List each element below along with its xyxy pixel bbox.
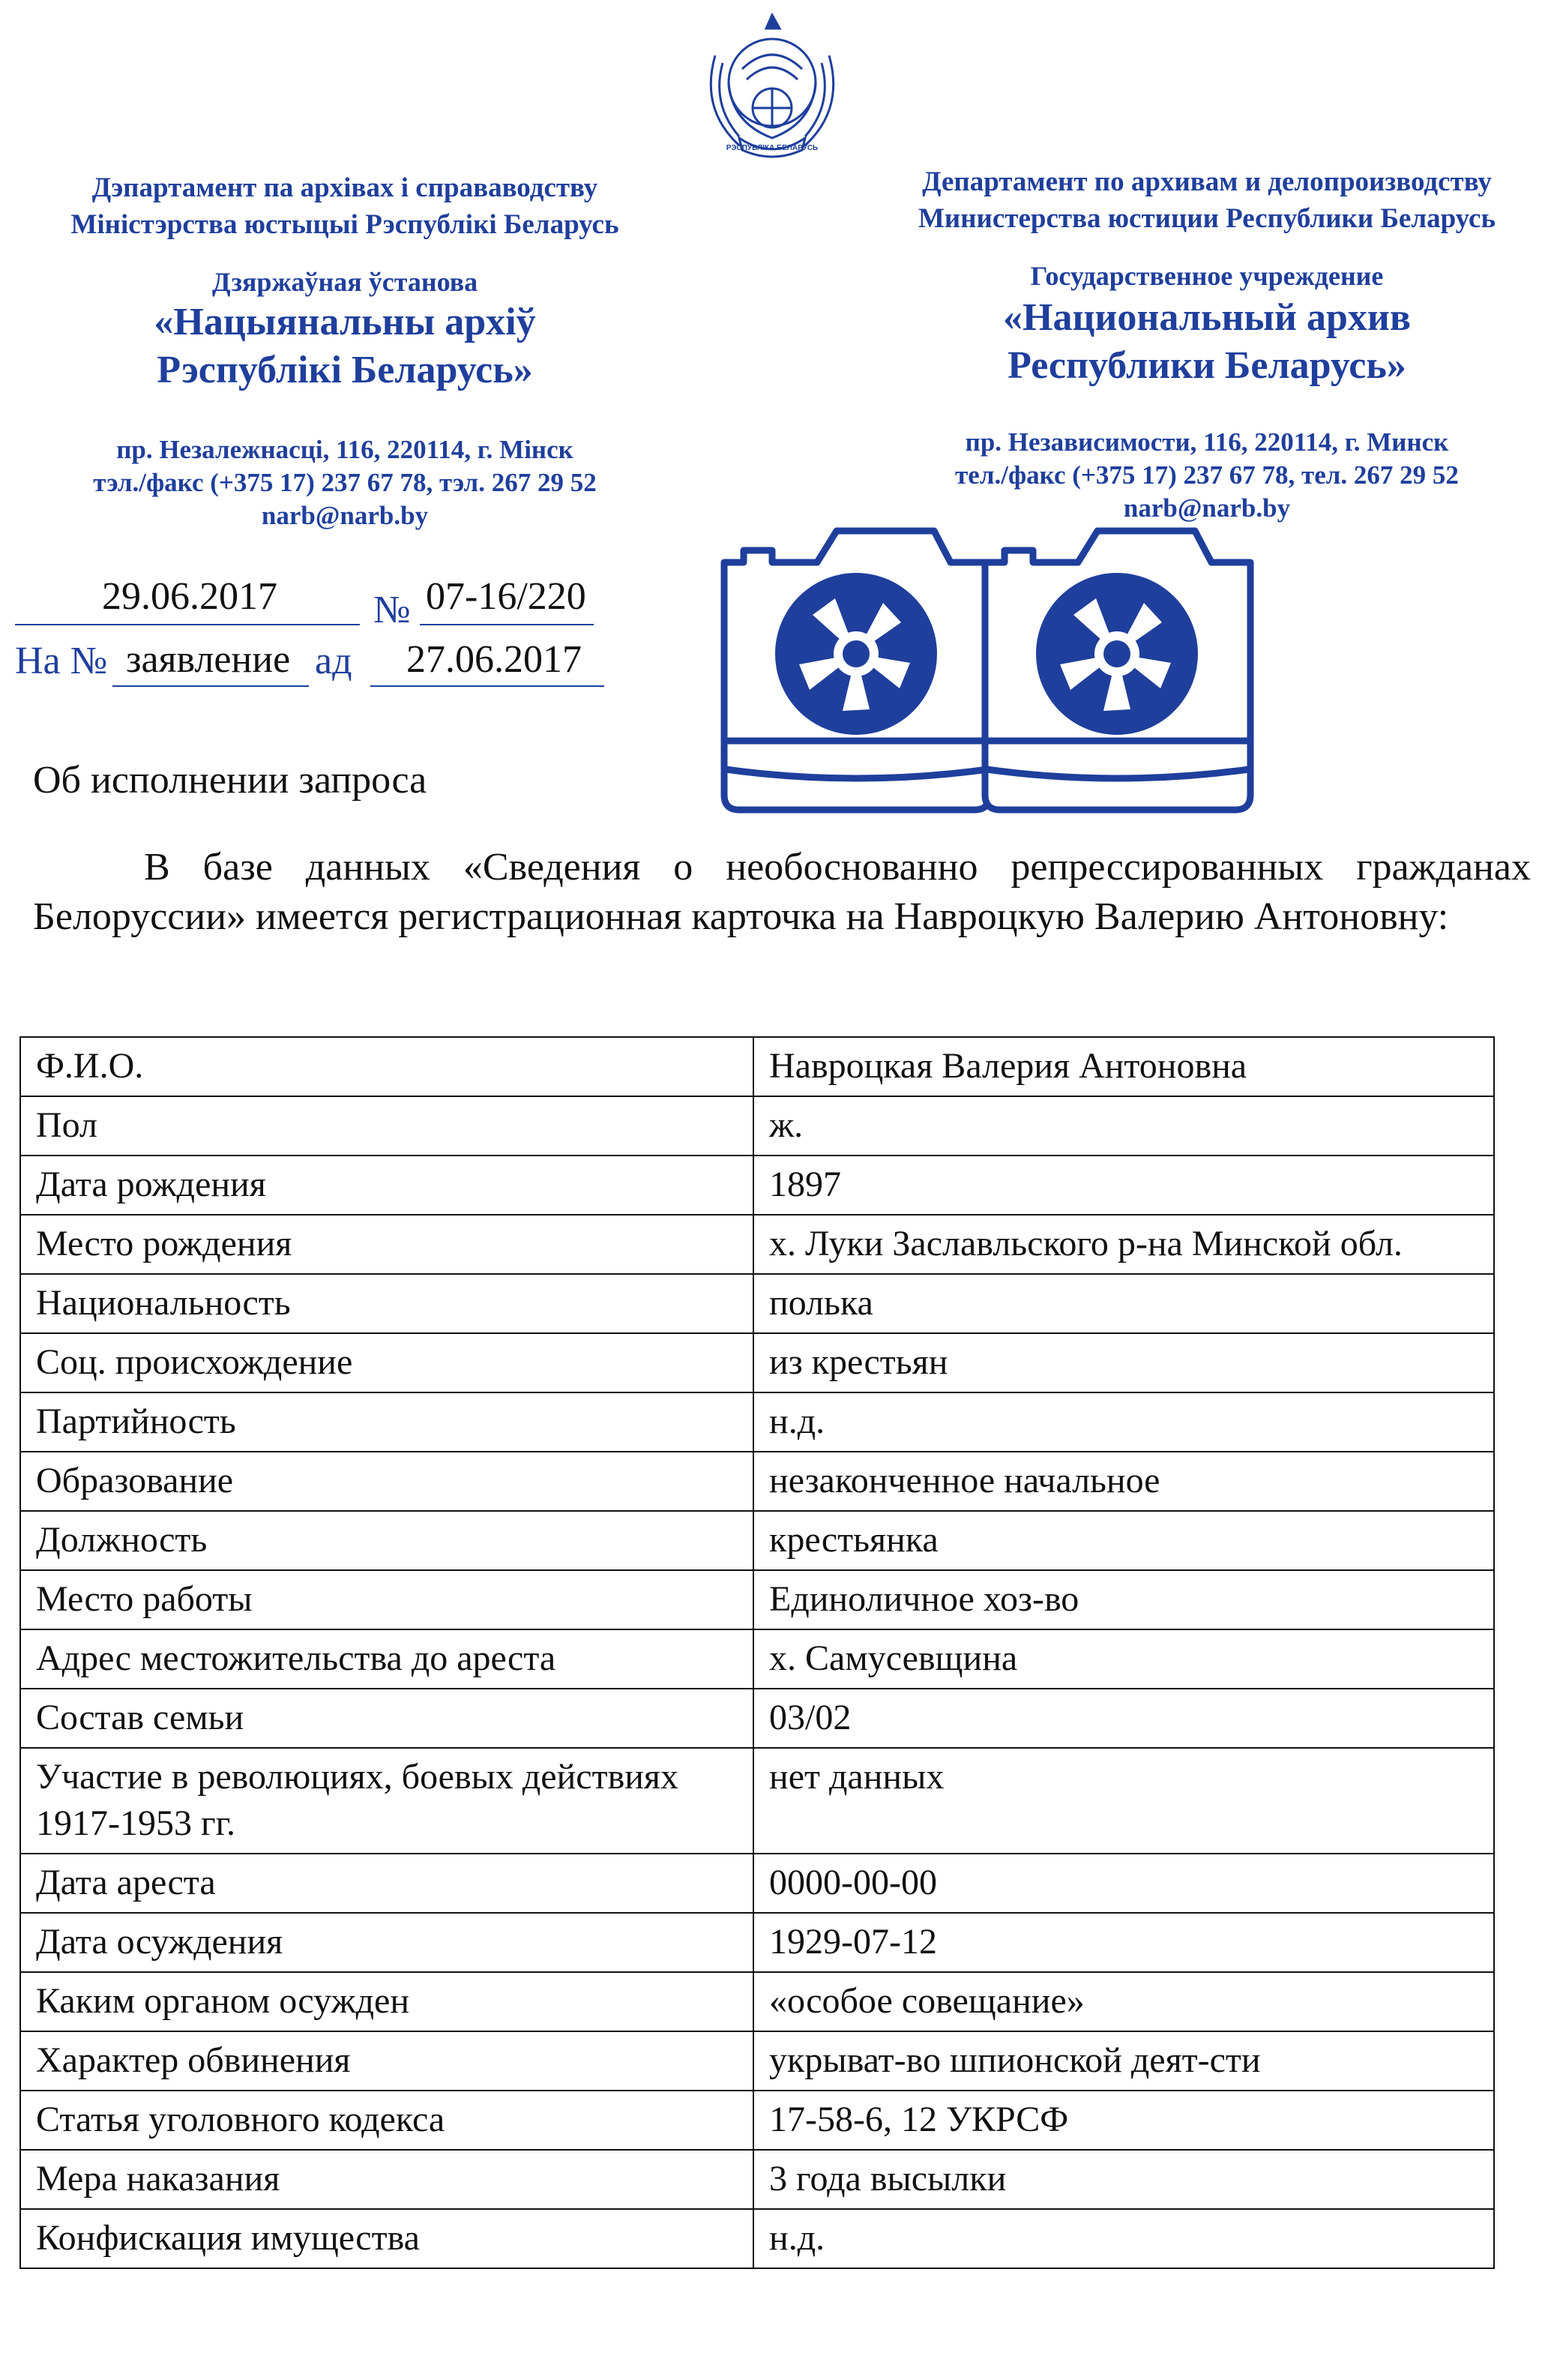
dept-right-line2: Министерства юстиции Республики Беларусь xyxy=(918,203,1496,234)
dept-left-line2: Міністэрства юстыцыі Рэспублікі Беларусь xyxy=(70,209,619,240)
field-label: Характер обвинения xyxy=(20,2031,753,2091)
registration-card-table xyxy=(19,1036,1495,2269)
email-right: narb@narb.by xyxy=(1123,493,1291,523)
address-left xyxy=(15,433,675,532)
registration-card-body xyxy=(20,1037,1494,2268)
ref-on-label: На № xyxy=(15,640,108,682)
dept-right-line1: Департамент по архивам и делопроизводству xyxy=(922,166,1492,197)
field-value: 1897 xyxy=(753,1156,1494,1215)
ref-date: 29.06.2017 xyxy=(102,575,277,618)
table-row xyxy=(20,2150,1494,2209)
table-row xyxy=(20,1972,1494,2031)
archive-name-right xyxy=(870,294,1544,390)
field-value: 3 года высылки xyxy=(753,2150,1494,2209)
field-label: Национальность xyxy=(20,1274,753,1333)
archive-name-left xyxy=(15,298,675,394)
ref-number: 07-16/220 xyxy=(426,575,586,618)
letter-subject: Об исполнении запроса xyxy=(33,759,427,802)
field-value: х. Самусевщина xyxy=(753,1629,1494,1689)
field-value: нет данных xyxy=(753,1748,1494,1854)
table-row xyxy=(20,2209,1494,2268)
inst-type-right: Государственное учреждение xyxy=(1030,261,1384,291)
archive-left-line2: Рэспублікі Беларусь» xyxy=(157,349,533,391)
field-value: Единоличное хоз-во xyxy=(753,1570,1494,1629)
field-label: Статья уголовного кодекса xyxy=(20,2091,753,2150)
field-label: Дата осуждения xyxy=(20,1913,753,1972)
field-label: Партийность xyxy=(20,1392,753,1452)
table-row xyxy=(20,1392,1494,1452)
camera-aperture-watermark-icon xyxy=(690,525,1274,817)
field-label: Образование xyxy=(20,1452,753,1511)
field-value: 03/02 xyxy=(753,1689,1494,1748)
table-row xyxy=(20,1215,1494,1274)
ref-on-line xyxy=(112,685,309,687)
letter-paragraph: В базе данных «Сведения о необоснованно репрессированных гражданах Белоруссии» имеется регистрационная карточка на Навроцкую Валерию Антоновну: xyxy=(33,846,1531,938)
table-row xyxy=(20,1096,1494,1156)
field-label: Дата ареста xyxy=(20,1854,753,1913)
table-row xyxy=(20,1629,1494,1689)
ref-number-label: № xyxy=(373,589,411,631)
table-row xyxy=(20,1511,1494,1570)
field-value: Навроцкая Валерия Антоновна xyxy=(753,1037,1494,1096)
field-value: незаконченное начальное xyxy=(753,1452,1494,1511)
field-label: Конфискация имущества xyxy=(20,2209,753,2268)
table-row xyxy=(20,1570,1494,1629)
field-value: полька xyxy=(753,1274,1494,1333)
address-right xyxy=(870,426,1544,525)
table-row xyxy=(20,1854,1494,1913)
field-value: 0000-00-00 xyxy=(753,1854,1494,1913)
ref-from-date: 27.06.2017 xyxy=(406,638,582,681)
archive-right-line1: «Национальный архив xyxy=(1003,296,1411,339)
field-label: Каким органом осужден xyxy=(20,1972,753,2031)
field-label: Состав семьи xyxy=(20,1689,753,1748)
table-row xyxy=(20,1748,1494,1854)
field-value: из крестьян xyxy=(753,1333,1494,1392)
table-row xyxy=(20,1913,1494,1972)
field-label: Дата рождения xyxy=(20,1156,753,1215)
table-row xyxy=(20,1156,1494,1215)
dept-left xyxy=(15,169,675,243)
field-label: Пол xyxy=(20,1096,753,1156)
address-right-line2: тел./факс (+375 17) 237 67 78, тел. 267 29 52 xyxy=(955,460,1459,490)
field-value: 1929-07-12 xyxy=(753,1913,1494,1972)
address-left-line2: тэл./факс (+375 17) 237 67 78, тэл. 267 29 52 xyxy=(93,468,597,497)
emblem-ribbon: РЭСПУБЛIКА БЕЛАРУСЬ xyxy=(726,144,819,152)
dept-left-line1: Дэпартамент па архівах і справаводству xyxy=(91,172,598,203)
field-label: Соц. происхождение xyxy=(20,1333,753,1392)
ref-on-value: заявление xyxy=(126,638,291,681)
email-left: narb@narb.by xyxy=(261,501,429,530)
table-row xyxy=(20,1274,1494,1333)
ref-number-line xyxy=(420,624,594,625)
table-row xyxy=(20,1452,1494,1511)
table-row xyxy=(20,1333,1494,1392)
field-value: 17-58-6, 12 УКРСФ xyxy=(753,2091,1494,2150)
ref-from-line xyxy=(370,685,604,687)
field-value: ж. xyxy=(753,1096,1494,1156)
ref-from-label: ад xyxy=(315,640,352,682)
address-right-line1: пр. Независимости, 116, 220114, г. Минск xyxy=(965,427,1449,457)
field-label: Ф.И.О. xyxy=(20,1037,753,1096)
field-value: х. Луки Заславльского р-на Минской обл. xyxy=(753,1215,1494,1274)
table-row xyxy=(20,1689,1494,1748)
field-value: н.д. xyxy=(753,1392,1494,1452)
field-label: Должность xyxy=(20,1511,753,1570)
ref-date-line xyxy=(15,624,360,625)
address-left-line1: пр. Незалежнасці, 116, 220114, г. Мінск xyxy=(116,435,573,464)
table-row xyxy=(20,1037,1494,1096)
field-value: «особое совещание» xyxy=(753,1972,1494,2031)
field-label: Адрес местожительства до ареста xyxy=(20,1629,753,1689)
field-value: крестьянка xyxy=(753,1511,1494,1570)
archive-right-line2: Республики Беларусь» xyxy=(1008,344,1406,387)
field-label: Место рождения xyxy=(20,1215,753,1274)
coat-of-arms-icon xyxy=(693,10,852,164)
table-row xyxy=(20,2091,1494,2150)
inst-type-left: Дзяржаўная ўстанова xyxy=(211,267,478,297)
archive-left-line1: «Нацыянальны архіў xyxy=(154,301,536,343)
field-value: н.д. xyxy=(753,2209,1494,2268)
field-value: укрыват-во шпионской деят-сти xyxy=(753,2031,1494,2091)
field-label: Мера наказания xyxy=(20,2150,753,2209)
field-label: Участие в революциях, боевых действиях 1917-1953 гг. xyxy=(20,1748,753,1854)
field-label: Место работы xyxy=(20,1570,753,1629)
dept-right xyxy=(870,163,1544,237)
table-row xyxy=(20,2031,1494,2091)
